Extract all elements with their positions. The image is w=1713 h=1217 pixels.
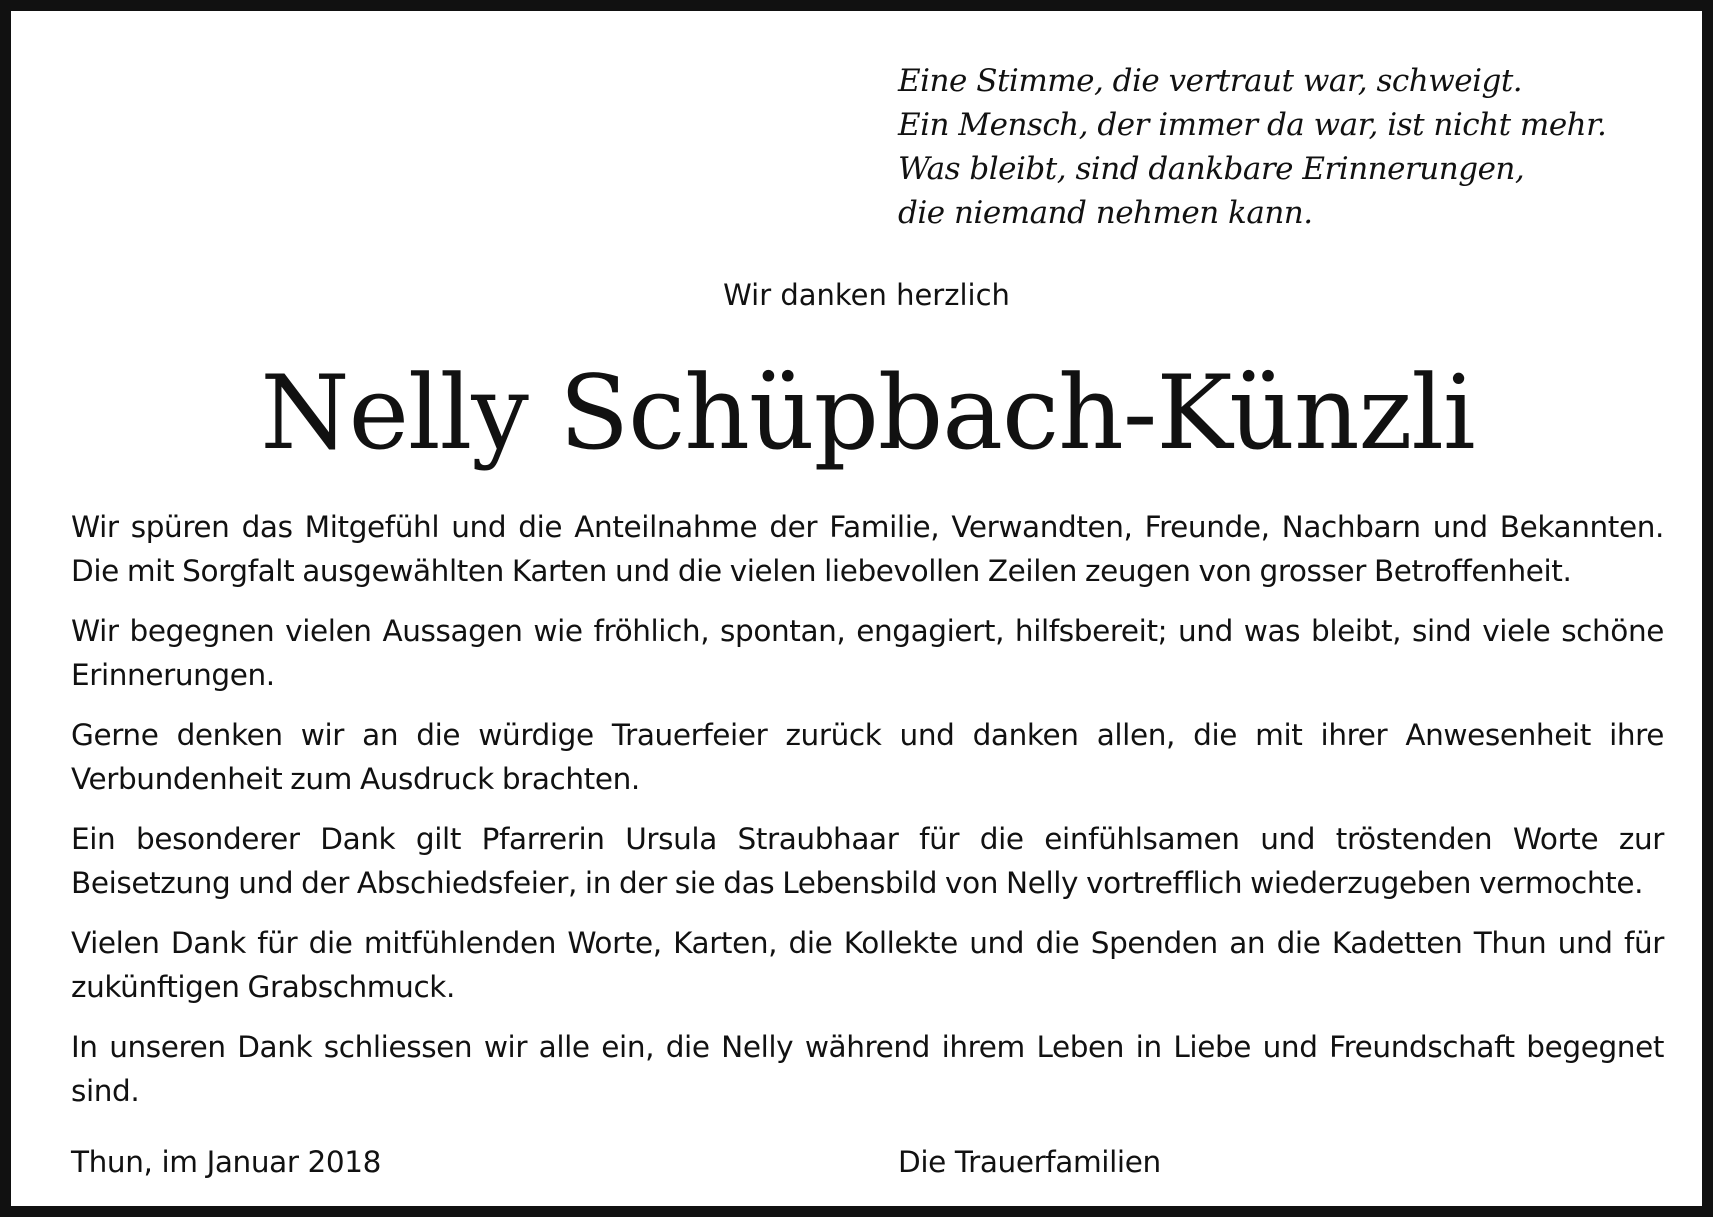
poem-line: die niemand nehmen kann.: [898, 195, 1313, 231]
paragraph: Ein besonderer Dank gilt Pfarrerin Ursula Straubhaar für die einfühlsamen und tröstenden Worte zur Beisetzung und der Abschiedsfeier, in der sie das Lebensbild von Nelly vortrefflich wiederzugeben vermochte.: [71, 822, 1664, 900]
signature: Die Trauerfamilien: [898, 1145, 1161, 1179]
body-text: [71, 505, 1664, 1129]
paragraph: Vielen Dank für die mitfühlenden Worte, Karten, die Kollekte und die Spenden an die Kadetten Thun und für zukünftigen Grabschmuck.: [71, 926, 1664, 1004]
thanks-intro-text: Wir danken herzlich: [723, 278, 1010, 312]
poem: [898, 59, 1606, 235]
place-date: Thun, im Januar 2018: [71, 1145, 382, 1179]
paragraph: Wir begegnen vielen Aussagen wie fröhlich, spontan, engagiert, hilfsbereit; und was bleibt, sind viele schöne Erinnerungen.: [71, 614, 1664, 692]
paragraph: Wir spüren das Mitgefühl und die Anteilnahme der Familie, Verwandten, Freunde, Nachbarn und Bekannten. Die mit Sorgfalt ausgewählten Karten und die vielen liebevollen Zeilen zeugen von grosser Betroffenheit.: [71, 510, 1664, 588]
deceased-name: Nelly Schüpbach-Künzli: [260, 354, 1475, 473]
thanks-intro: [11, 275, 1713, 315]
paragraph: In unseren Dank schliessen wir alle ein, die Nelly während ihrem Leben in Liebe und Freundschaft begegnet sind.: [71, 1030, 1664, 1108]
poem-line: Ein Mensch, der immer da war, ist nicht mehr.: [898, 107, 1607, 143]
paragraph: Gerne denken wir an die würdige Trauerfeier zurück und danken allen, die mit ihrer Anwesenheit ihre Verbundenheit zum Ausdruck brachten.: [71, 718, 1664, 796]
poem-line: Was bleibt, sind dankbare Erinnerungen,: [898, 151, 1525, 187]
poem-line: Eine Stimme, die vertraut war, schweigt.: [898, 63, 1523, 99]
